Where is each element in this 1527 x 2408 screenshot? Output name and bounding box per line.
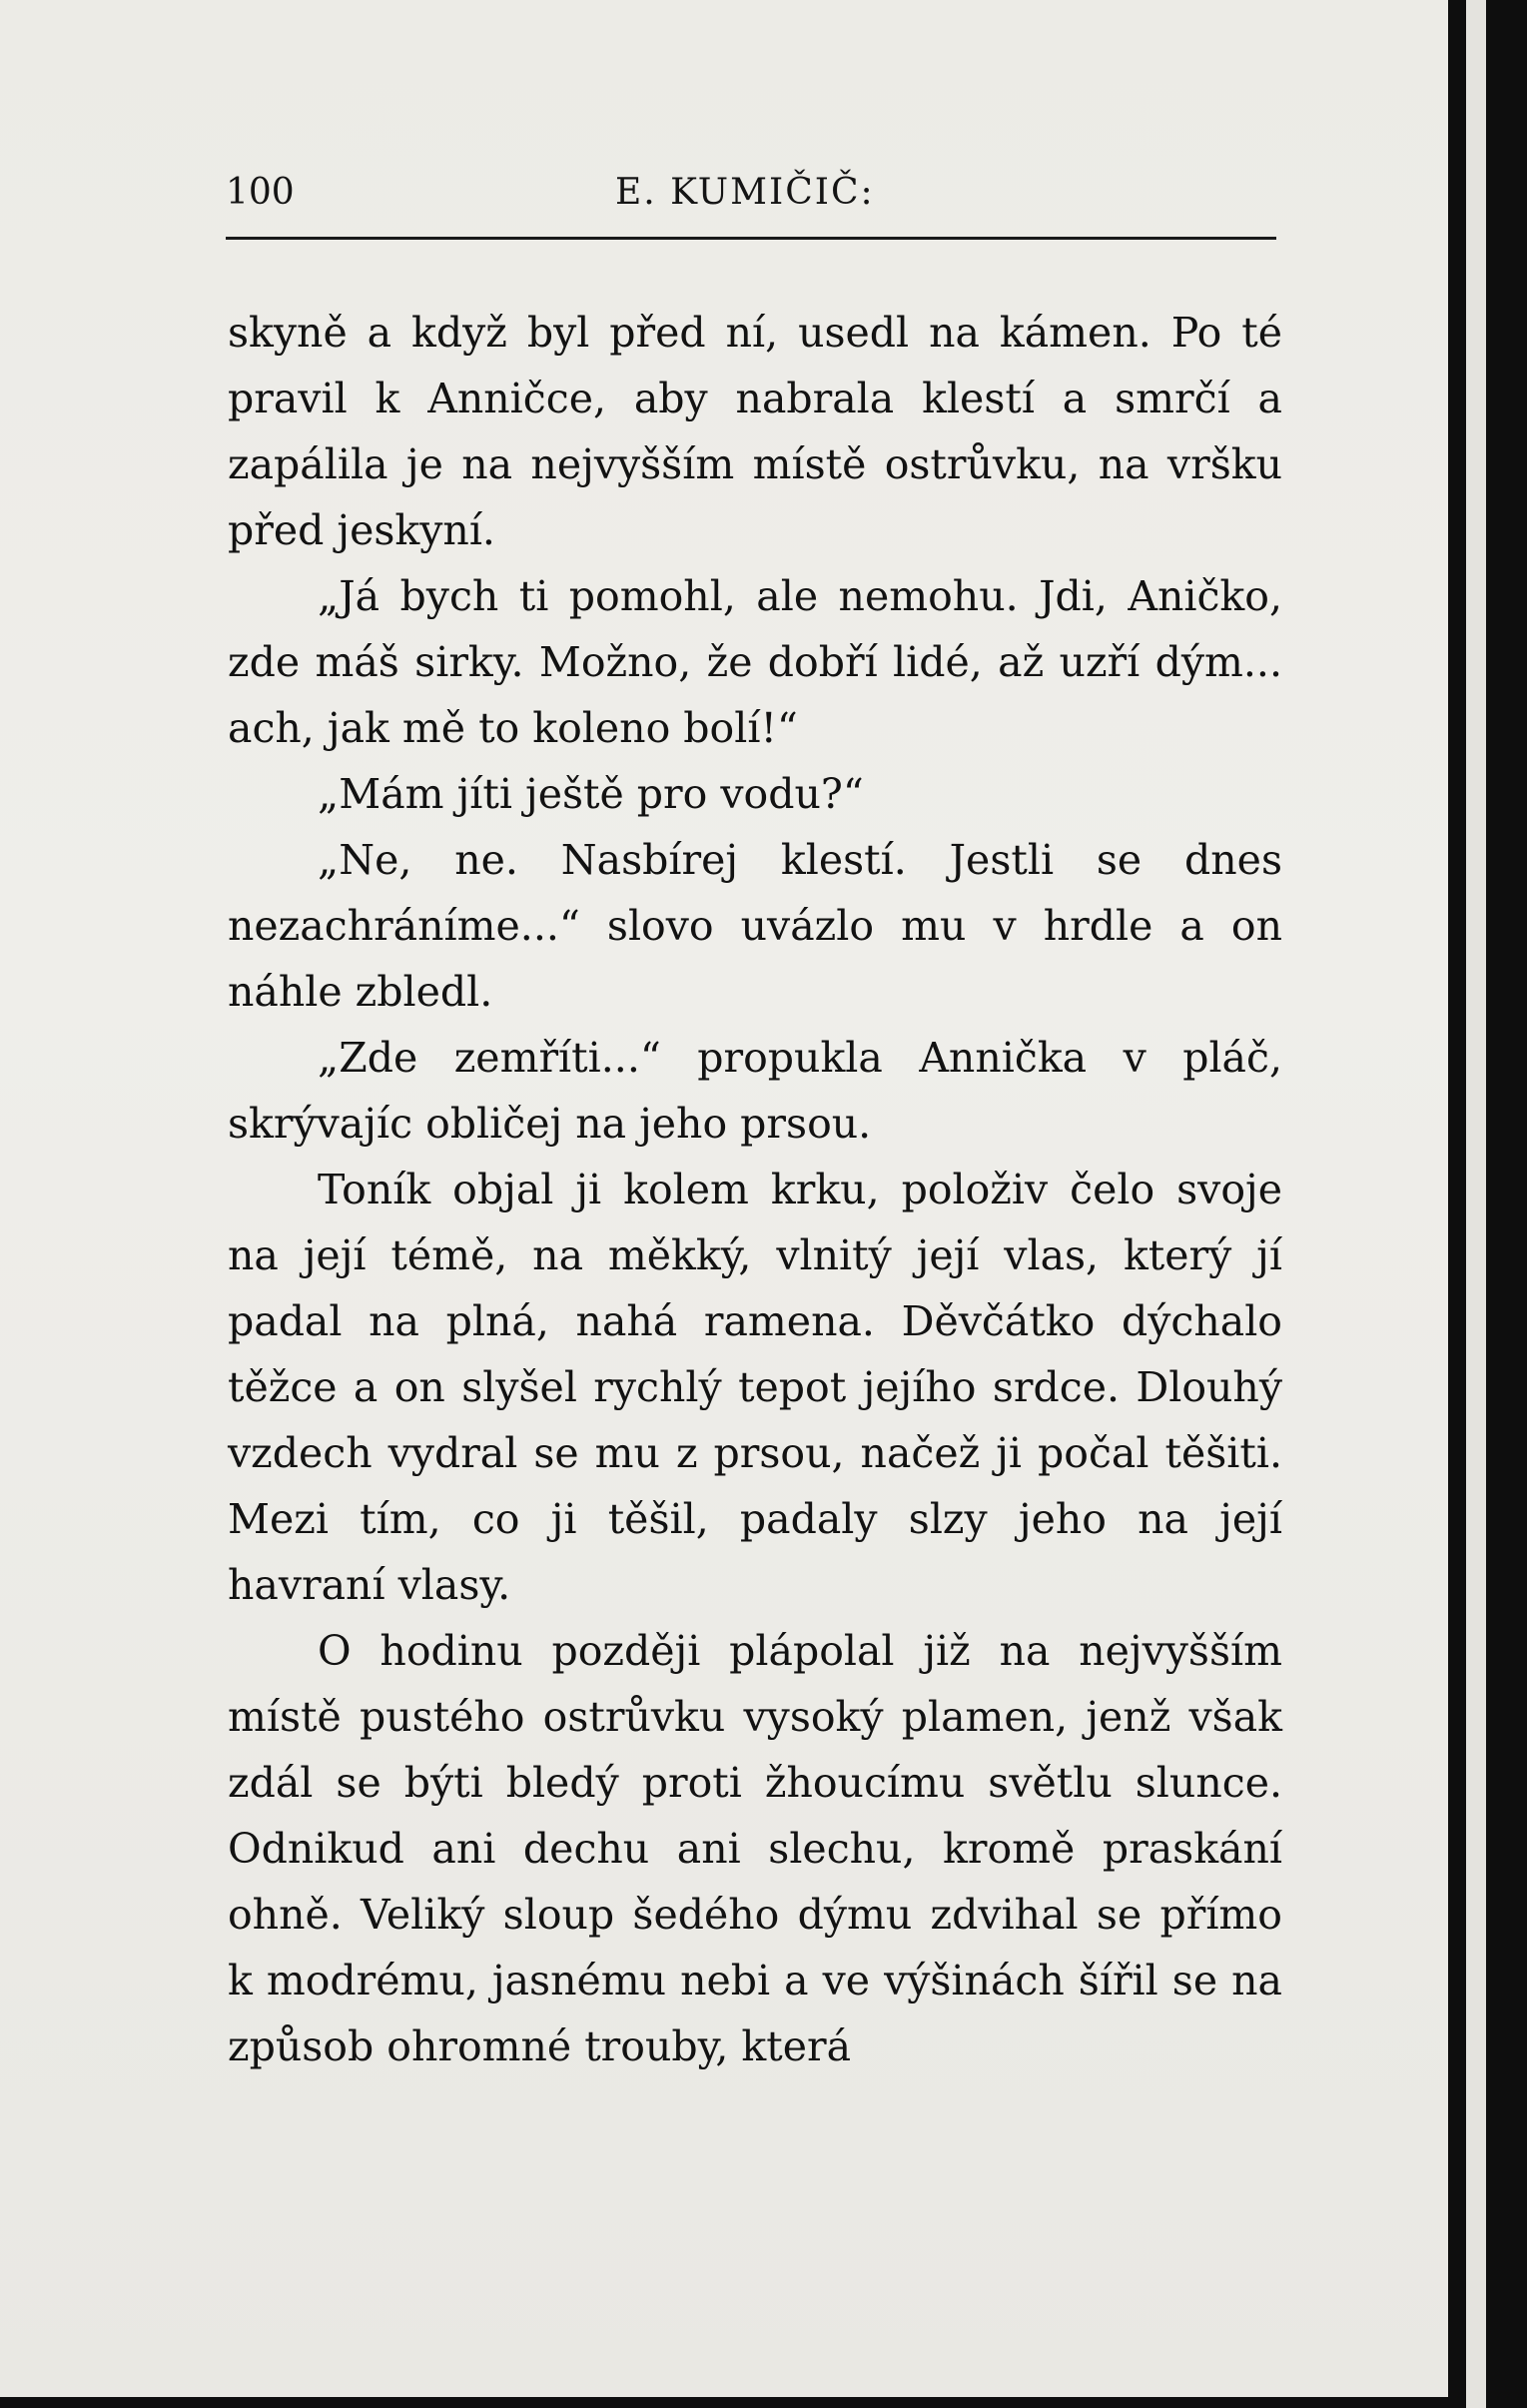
paragraph-7: O hodinu později plápolal již na nejvyšším místě pustého ostrůvku vysoký plamen, jenž však zdál se býti bledý proti žhoucímu světlu slunce. Odnikud ani dechu ani slechu, kromě praskání ohně. Veliký sloup šedého dýmu zdvihal se přímo k modrému, jasnému nebi a ve výšinách šířil se na způsob ohromné trouby, která (228, 1627, 1282, 2070)
paragraph-2: „Já bych ti pomohl, ale nemohu. Jdi, Aničko, zde máš sirky. Možno, že dobří lidé, až uzří dým... ach, jak mě to koleno bolí!“ (228, 572, 1282, 752)
adjacent-page-edge (1466, 0, 1486, 2408)
paragraph-6: Toník objal ji kolem krku, položiv čelo svoje na její témě, na měkký, vlnitý její vlas, který jí padal na plná, nahá ramena. Děvčátko dýchalo těžce a on slyšel rychlý tepot jejího srdce. Dlouhý vzdech vydral se mu z prsou, načež ji počal těšiti. Mezi tím, co ji těšil, padaly slzy jeho na její havraní vlasy. (228, 1166, 1282, 1609)
header-rule (226, 237, 1276, 240)
paragraph-5: „Zde zemříti...“ propukla Annička v pláč, skrývajíc obličej na jeho prsou. (228, 1034, 1282, 1148)
paragraph-1: skyně a když byl před ní, usedl na kámen. Po té pravil k Anničce, aby nabrala klestí a smrčí a zapálila je na nejvyšším místě ostrůvku, na vršku před jeskyní. (228, 309, 1282, 554)
body-text (228, 300, 1282, 2079)
running-head: E. KUMIČIČ: (615, 172, 875, 213)
paragraph-3: „Mám jíti ještě pro vodu?“ (318, 770, 864, 818)
page-number: 100 (226, 172, 295, 213)
page-header (226, 172, 1276, 232)
paragraph-4: „Ne, ne. Nasbírej klestí. Jestli se dnes nezachráníme...“ slovo uvázlo mu v hrdle a on náhle zbledl. (228, 836, 1282, 1016)
